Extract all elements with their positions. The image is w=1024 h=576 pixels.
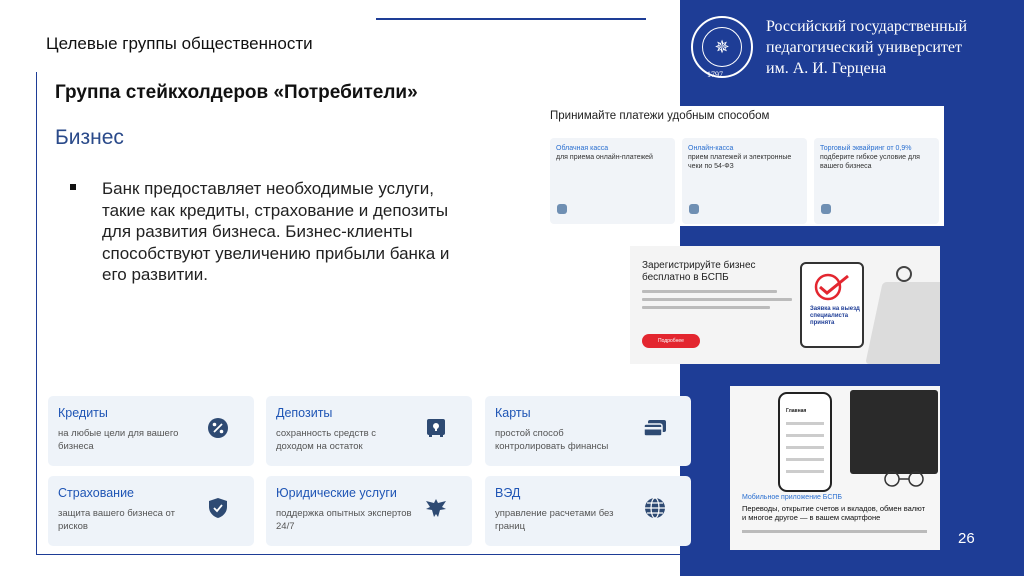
eagle-icon bbox=[424, 496, 448, 520]
terminal-icon bbox=[689, 204, 699, 214]
payment-card-cloud bbox=[550, 138, 675, 224]
logo-year: 1797 bbox=[707, 70, 723, 79]
service-desc: простой способ контролировать финансы bbox=[495, 428, 609, 452]
university-name-line3: им. А. И. Герцена bbox=[766, 60, 887, 77]
university-name-line1: Российский государственный bbox=[766, 18, 968, 35]
phone-header: Главная bbox=[786, 408, 807, 414]
payment-card-title: Торговый эквайринг от 0,9% bbox=[820, 145, 912, 152]
service-desc: на любые цели для вашего бизнеса bbox=[58, 428, 179, 452]
page-number: 26 bbox=[958, 530, 975, 547]
mobile-app-text: Переводы, открытие счетов и вкладов, обмен валют и многое другое — в вашем смартфоне bbox=[742, 504, 926, 522]
bullet-item bbox=[70, 178, 470, 286]
payment-card-desc: подберите гибкое условие для вашего бизнеса bbox=[820, 154, 920, 170]
top-divider bbox=[376, 18, 646, 20]
magnifier-icon bbox=[896, 266, 912, 282]
register-title: Зарегистрируйте бизнес бесплатно в БСПБ bbox=[642, 260, 756, 283]
tablet-text: Заявка на выезд специалиста принята bbox=[810, 306, 860, 326]
service-title: Страхование bbox=[58, 486, 135, 500]
payment-card-title: Облачная касса bbox=[556, 145, 609, 152]
keyboard-image bbox=[850, 390, 938, 474]
service-title: Карты bbox=[495, 406, 531, 420]
frame-left-line bbox=[36, 72, 37, 555]
frame-bottom-line bbox=[36, 554, 680, 555]
tablet-image bbox=[800, 262, 864, 348]
service-title: ВЭД bbox=[495, 486, 521, 500]
payments-screenshot bbox=[548, 106, 944, 226]
shield-icon bbox=[206, 496, 230, 520]
service-card-credits[interactable] bbox=[48, 396, 254, 466]
mobile-app-screenshot bbox=[730, 386, 940, 550]
service-card-legal[interactable] bbox=[266, 476, 472, 546]
register-screenshot bbox=[630, 246, 940, 364]
university-name bbox=[766, 16, 1016, 79]
payment-card-desc: прием платежей и электронные чеки по 54-ФЗ bbox=[688, 154, 792, 170]
register-text-lines bbox=[642, 290, 792, 314]
phone-image bbox=[778, 392, 832, 492]
section-title: Бизнес bbox=[55, 126, 124, 149]
service-desc: поддержка опытных экспертов 24/7 bbox=[276, 508, 412, 532]
service-desc: защита вашего бизнеса от рисков bbox=[58, 508, 175, 532]
safe-icon bbox=[424, 416, 448, 440]
service-title: Депозиты bbox=[276, 406, 333, 420]
crest-icon: ✵ bbox=[702, 27, 742, 67]
service-card-insurance[interactable] bbox=[48, 476, 254, 546]
service-desc: управление расчетами без границ bbox=[495, 508, 614, 532]
slide-title: Целевые группы общественности bbox=[46, 34, 313, 53]
payments-title: Принимайте платежи удобным способом bbox=[550, 110, 770, 122]
laptop-image bbox=[865, 282, 940, 364]
service-card-cards[interactable] bbox=[485, 396, 691, 466]
university-name-line2: педагогический университет bbox=[766, 39, 962, 56]
bullet-marker bbox=[70, 184, 76, 190]
mobile-app-footnote bbox=[742, 530, 927, 533]
payment-card-online bbox=[682, 138, 807, 224]
register-more-button[interactable]: Подробнее bbox=[642, 334, 700, 348]
service-title: Юридические услуги bbox=[276, 486, 397, 500]
group-title: Группа стейкхолдеров «Потребители» bbox=[55, 82, 418, 103]
mobile-app-title: Мобильное приложение БСПБ bbox=[742, 494, 843, 501]
service-card-foreign-trade[interactable] bbox=[485, 476, 691, 546]
cards-icon bbox=[643, 416, 667, 440]
service-card-deposits[interactable] bbox=[266, 396, 472, 466]
globe-icon bbox=[643, 496, 667, 520]
percent-icon bbox=[206, 416, 230, 440]
bullet-text: Банк предоставляет необходимые услуги, такие как кредиты, страхование и депозиты для развития бизнеса. Бизнес-клиенты способствуют увеличению прибыли банка и его развитии. bbox=[102, 179, 450, 284]
payment-card-desc: для приема онлайн-платежей bbox=[556, 154, 653, 161]
pos-icon bbox=[821, 204, 831, 214]
payment-card-acquiring bbox=[814, 138, 939, 224]
university-logo bbox=[691, 16, 753, 78]
glasses-icon bbox=[880, 470, 930, 488]
service-title: Кредиты bbox=[58, 406, 108, 420]
service-desc: сохранность средств с доходом на остаток bbox=[276, 428, 377, 452]
cloud-icon bbox=[557, 204, 567, 214]
payment-card-title: Онлайн-касса bbox=[688, 145, 734, 152]
check-icon bbox=[810, 272, 852, 302]
